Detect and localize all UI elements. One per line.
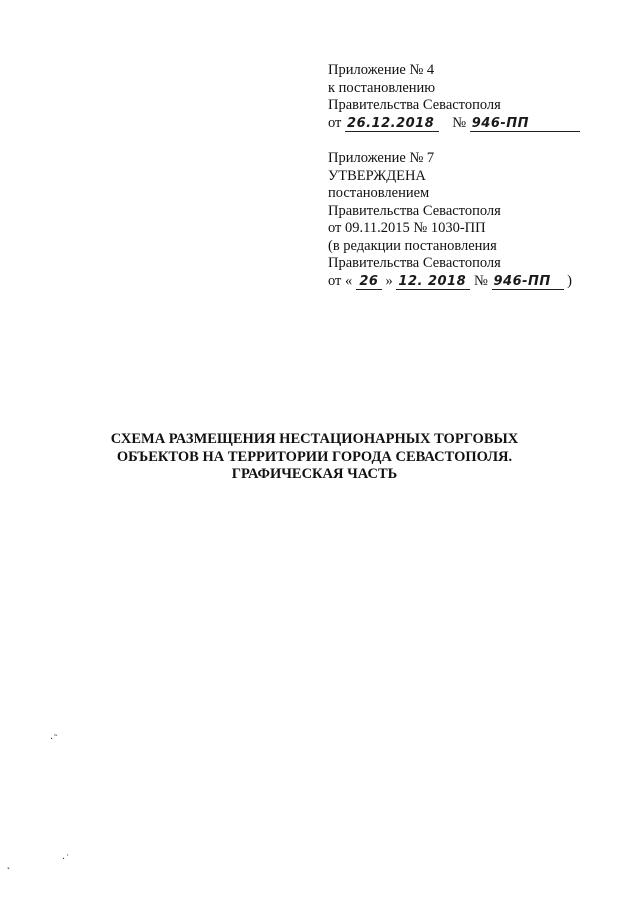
appendix-4-header xyxy=(328,62,608,132)
handwritten-month-year: 12. 2018 xyxy=(396,274,470,290)
handwritten-date: 26.12.2018 xyxy=(345,116,439,132)
original-resolution-ref: от 09.11.2015 № 1030-ПП xyxy=(328,220,486,236)
quote-close: » xyxy=(385,272,393,289)
paren-close: ) xyxy=(567,272,572,289)
to-resolution-label: к постановлению xyxy=(328,79,436,96)
by-resolution-label: постановлением xyxy=(328,185,430,201)
scan-speck-mark: ·˜ xyxy=(50,734,59,745)
approved-label: УТВЕРЖДЕНА xyxy=(328,167,426,184)
government-label: Правительства Севастополя xyxy=(328,97,501,113)
date-prefix-2: от « xyxy=(328,272,353,289)
appendix-7-header xyxy=(328,150,608,290)
scan-speck-mark: ˛ xyxy=(6,859,11,870)
number-prefix: № xyxy=(452,114,467,131)
title-line-3: ГРАФИЧЕСКАЯ ЧАСТЬ xyxy=(231,466,398,482)
date-prefix: от xyxy=(328,114,342,131)
appendix-4-date-line xyxy=(328,115,608,133)
appendix-7-date-line xyxy=(328,273,608,291)
appendix-4-label: Приложение № 4 xyxy=(328,62,435,78)
government-label-3: Правительства Севастополя xyxy=(328,255,501,271)
appendix-7-label: Приложение № 7 xyxy=(328,150,435,166)
handwritten-number-2: 946-ПП xyxy=(492,274,564,290)
edition-note: (в редакции постановления xyxy=(328,237,497,254)
title-line-1: СХЕМА РАЗМЕЩЕНИЯ НЕСТАЦИОНАРНЫХ ТОРГОВЫХ xyxy=(110,431,519,447)
handwritten-day: 26 xyxy=(356,274,382,290)
scan-speck-mark: ·˙ xyxy=(62,854,71,865)
handwritten-number: 946-ПП xyxy=(470,116,580,132)
government-label-2: Правительства Севастополя xyxy=(328,202,501,219)
title-line-2: ОБЪЕКТОВ НА ТЕРРИТОРИИ ГОРОДА СЕВАСТОПОЛЯ. xyxy=(116,448,513,465)
number-prefix-2: № xyxy=(474,272,488,289)
document-title xyxy=(40,431,589,484)
